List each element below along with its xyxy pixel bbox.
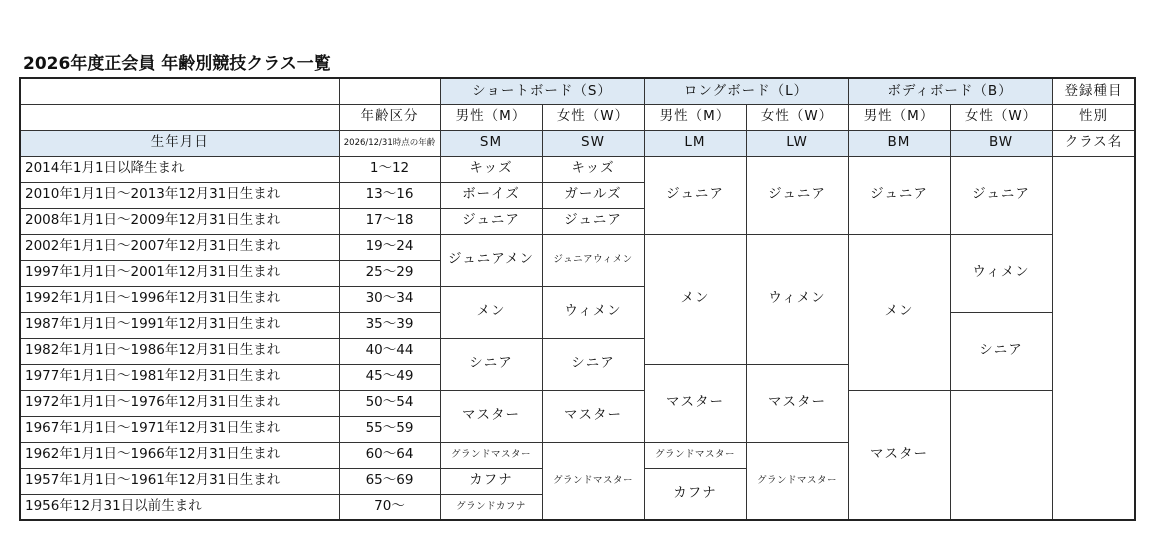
table-row — [20, 234, 1135, 260]
class-lw: マスター — [746, 364, 848, 442]
bm-gender-header: 男性（M） — [848, 104, 950, 130]
age-header-blank — [339, 78, 440, 104]
code-bw: BW — [950, 130, 1052, 156]
age-range: 60～64 — [339, 442, 440, 468]
class-lm: グランドマスター — [644, 442, 746, 468]
class-bw: シニア — [950, 312, 1052, 390]
birth-range: 2008年1月1日～2009年12月31日生まれ — [20, 208, 339, 234]
class-sm: シニア — [440, 338, 542, 390]
table-row — [20, 156, 1135, 182]
class-table — [19, 77, 1136, 521]
age-range: 13～16 — [339, 182, 440, 208]
age-range: 55～59 — [339, 416, 440, 442]
class-bm: メン — [848, 234, 950, 390]
age-range: 40～44 — [339, 338, 440, 364]
class-sw: ジュニア — [542, 208, 644, 234]
page-title: 2026年度正会員 年齢別競技クラス一覧 — [23, 54, 331, 74]
age-range: 45～49 — [339, 364, 440, 390]
lm-gender-header: 男性（M） — [644, 104, 746, 130]
class-bw: マスター — [848, 390, 950, 520]
bw-gender-header: 女性（W） — [950, 104, 1052, 130]
lw-gender-header: 女性（W） — [746, 104, 848, 130]
age-range: 65～69 — [339, 468, 440, 494]
class-lm: カフナ — [644, 468, 746, 520]
class-sm: ジュニア — [440, 208, 542, 234]
class-sw: マスター — [542, 390, 644, 442]
class-sw: ジュニアウィメン — [542, 234, 644, 286]
age-range: 30～34 — [339, 286, 440, 312]
class-sw: シニア — [542, 338, 644, 390]
class-bw: ウィメン — [950, 234, 1052, 312]
table-row — [20, 390, 1135, 416]
table-row — [20, 442, 1135, 468]
class-sm: カフナ — [440, 468, 542, 494]
class-lm: メン — [644, 234, 746, 364]
shortboard-header: ショートボード（S） — [440, 78, 644, 104]
class-name-header: クラス名 — [1052, 130, 1135, 156]
class-bw: ジュニア — [950, 156, 1052, 234]
code-sw: SW — [542, 130, 644, 156]
birth-range: 1956年12月31日以前生まれ — [20, 494, 339, 520]
code-lm: LM — [644, 130, 746, 156]
class-sm: ジュニアメン — [440, 234, 542, 286]
class-sw: キッズ — [542, 156, 644, 182]
birth-range: 2010年1月1日～2013年12月31日生まれ — [20, 182, 339, 208]
corner-cell — [20, 78, 339, 104]
age-range: 35～39 — [339, 312, 440, 338]
birth-range: 1992年1月1日～1996年12月31日生まれ — [20, 286, 339, 312]
age-range: 70～ — [339, 494, 440, 520]
age-range: 50～54 — [339, 390, 440, 416]
code-bm: BM — [848, 130, 950, 156]
age-category-header: 年齢区分 — [339, 104, 440, 130]
class-sm: グランドカフナ — [440, 494, 542, 520]
birth-range: 1977年1月1日～1981年12月31日生まれ — [20, 364, 339, 390]
birth-range: 2002年1月1日～2007年12月31日生まれ — [20, 234, 339, 260]
birth-range: 1987年1月1日～1991年12月31日生まれ — [20, 312, 339, 338]
class-name-column — [1052, 156, 1135, 520]
birth-range: 1997年1月1日～2001年12月31日生まれ — [20, 260, 339, 286]
age-note: 2026/12/31時点の年齢 — [339, 130, 440, 156]
sm-gender-header: 男性（M） — [440, 104, 542, 130]
class-lw: グランドマスター — [746, 442, 848, 520]
birth-range: 1957年1月1日～1961年12月31日生まれ — [20, 468, 339, 494]
sw-gender-header: 女性（W） — [542, 104, 644, 130]
birth-range: 1962年1月1日～1966年12月31日生まれ — [20, 442, 339, 468]
birth-range: 1972年1月1日～1976年12月31日生まれ — [20, 390, 339, 416]
class-bm: ジュニア — [848, 156, 950, 234]
age-range: 25～29 — [339, 260, 440, 286]
class-sm: ボーイズ — [440, 182, 542, 208]
class-lw: ジュニア — [746, 156, 848, 234]
class-sw: ウィメン — [542, 286, 644, 338]
class-sm: グランドマスター — [440, 442, 542, 468]
class-lw: ウィメン — [746, 234, 848, 364]
age-range: 1～12 — [339, 156, 440, 182]
class-sw: ガールズ — [542, 182, 644, 208]
class-sm: キッズ — [440, 156, 542, 182]
birthdate-header: 生年月日 — [20, 130, 339, 156]
class-lm: マスター — [644, 364, 746, 442]
gender-header: 性別 — [1052, 104, 1135, 130]
birth-range: 1967年1月1日～1971年12月31日生まれ — [20, 416, 339, 442]
class-lm: ジュニア — [644, 156, 746, 234]
longboard-header: ロングボード（L） — [644, 78, 848, 104]
blank-header-cell — [20, 104, 339, 130]
birth-range: 1982年1月1日～1986年12月31日生まれ — [20, 338, 339, 364]
code-lw: LW — [746, 130, 848, 156]
class-sm: マスター — [440, 390, 542, 442]
code-sm: SM — [440, 130, 542, 156]
registration-type-header: 登録種目 — [1052, 78, 1135, 104]
bodyboard-header: ボディボード（B） — [848, 78, 1052, 104]
age-range: 19～24 — [339, 234, 440, 260]
class-sm: メン — [440, 286, 542, 338]
class-sw: グランドマスター — [542, 442, 644, 520]
birth-range: 2014年1月1日以降生まれ — [20, 156, 339, 182]
age-range: 17～18 — [339, 208, 440, 234]
